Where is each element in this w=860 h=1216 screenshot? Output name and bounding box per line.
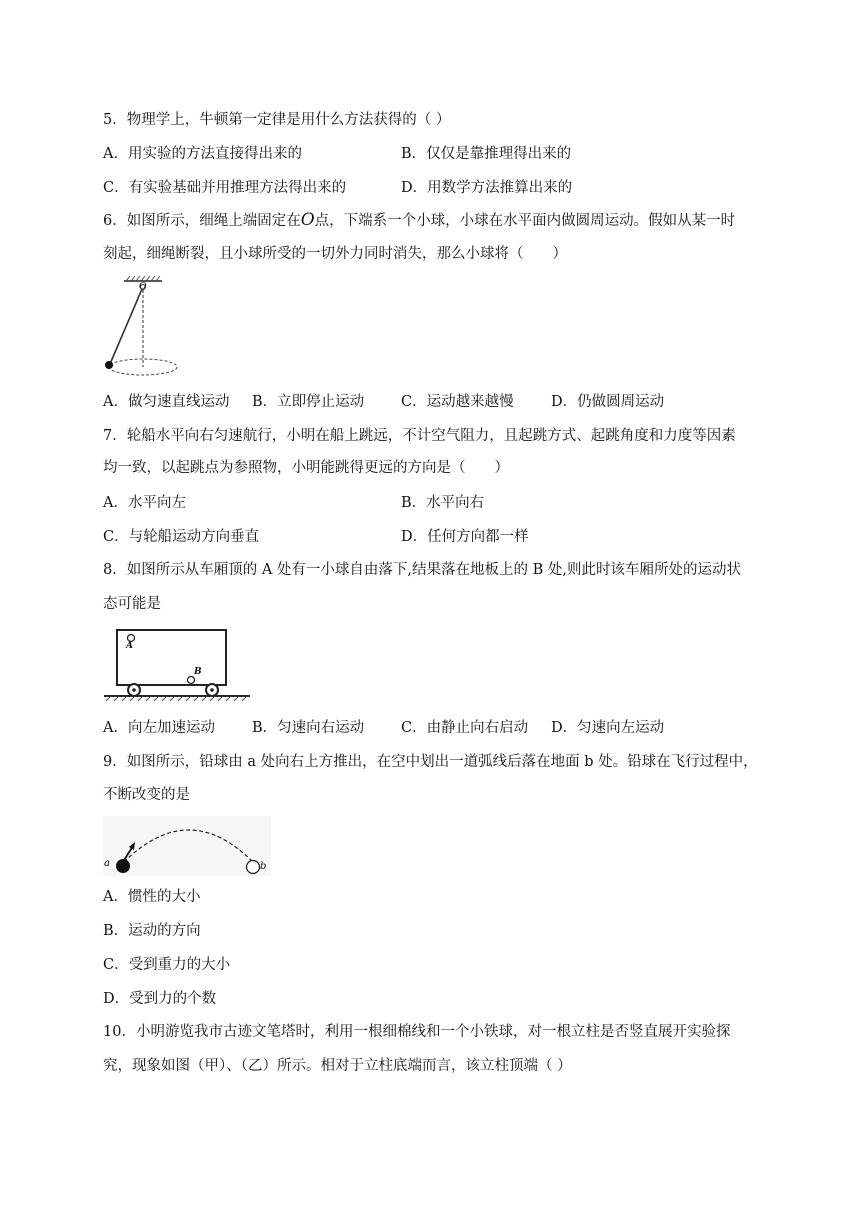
q5-stem: 5．物理学上，牛顿第一定律是用什么方法获得的（ ） [103,112,451,128]
q6-stem-line2: 刻起，细绳断裂，且小球所受的一切外力同时消失，那么小球将（ ） [103,246,567,262]
q5-option-b: B．仅仅是靠推理得出来的 [401,146,572,162]
q7-stem-line2: 均一致，以起跳点为参照物，小明能跳得更远的方向是（ ） [103,460,509,476]
q8-option-d: D．匀速向左运动 [551,720,665,736]
q6-stem-b: 点，下端系一个小球，小球在水平面内做圆周运动。假如从某一时 [314,213,736,229]
q5-option-d: D．用数学方法推算出来的 [401,180,573,196]
carriage-figure [104,628,252,703]
q6-option-c: C．运动越来越慢 [401,394,514,410]
q8-option-a: A．向左加速运动 [103,720,215,736]
q7-option-d: D．任何方向都一样 [401,529,529,545]
q8-option-c: C．由静止向右启动 [401,720,529,736]
q8-stem-line1: 8．如图所示从车厢顶的 A 处有一小球自由落下,结果落在地板上的 B 处,则此时该车厢所处的运动状 [103,562,742,578]
shot-put-figure [103,816,271,876]
q9-stem-line1: 9．如图所示，铅球由 a 处向右上方推出，在空中划出一道弧线后落在地面 b 处。铅球在飞行过程中， [103,754,758,770]
q6-stem-line1 [103,210,735,231]
q6-stem-o: O [300,210,315,230]
q10-stem-line2: 究，现象如图（甲）、（乙）所示。相对于立柱底端而言，该立柱顶端（ ） [103,1058,572,1074]
shot-put-label-a: a [104,858,110,869]
q7-option-a: A．水平向左 [103,495,186,511]
q5-option-c: C．有实验基础并用推理方法得出来的 [103,180,347,196]
carriage-label-b: B [194,667,202,677]
carriage-label-a: A [126,641,133,651]
shot-put-label-b: b [260,861,267,872]
q9-option-a: A．惯性的大小 [103,889,201,905]
q6-option-a: A．做匀速直线运动 [103,394,230,410]
q6-option-b: B．立即停止运动 [252,394,365,410]
q8-stem-line2: 态可能是 [103,596,161,612]
q9-option-b: B．运动的方向 [103,923,201,939]
q7-option-c: C．与轮船运动方向垂直 [103,529,260,545]
q9-option-c: C．受到重力的大小 [103,957,231,973]
q6-stem-a: 6．如图所示，细绳上端固定在 [103,213,301,229]
q9-option-d: D．受到力的个数 [103,991,217,1007]
q7-option-b: B．水平向右 [401,495,485,511]
q5-option-a: A．用实验的方法直接得出来的 [103,146,302,162]
q8-option-b: B．匀速向右运动 [252,720,365,736]
q9-stem-line2: 不断改变的是 [103,787,190,803]
q7-stem-line1: 7．轮船水平向右匀速航行，小明在船上跳远，不计空气阻力，且起跳方式、起跳角度和力度等因素 [103,428,736,444]
pendulum-pivot-label: O [139,282,147,292]
q10-stem-line1: 10．小明游览我市古迹文笔塔时，利用一根细棉线和一个小铁球，对一根立柱是否竖直展开实验探 [103,1024,731,1040]
q6-option-d: D．仍做圆周运动 [551,394,665,410]
